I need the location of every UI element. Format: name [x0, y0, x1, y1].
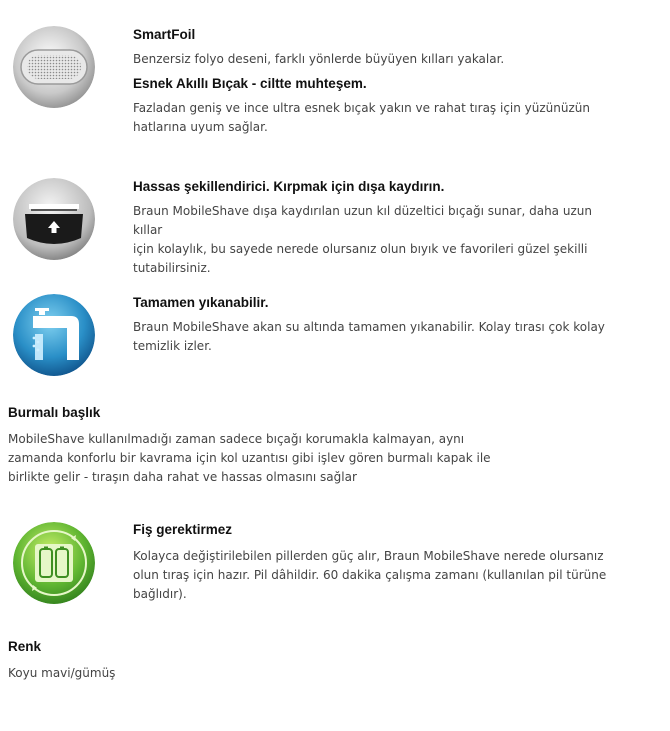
trimmer-icon	[13, 178, 95, 260]
feature-desc-line: Kolayca değiştirilebilen pillerden güç alır, Braun MobileShave nerede olursanız	[133, 549, 604, 563]
section-desc-line: MobileShave kullanılmadığı zaman sadece bıçağı korumakla kalmayan, aynı	[8, 432, 465, 446]
feature-subtitle: Esnek Akıllı Bıçak - ciltte muhteşem.	[133, 76, 367, 91]
twist-cap-section	[8, 404, 528, 487]
feature-desc-line: Braun MobileShave dışa kaydırılan uzun kıl düzeltici bıçağı sunar, daha uzun kıllar	[133, 204, 592, 237]
feature-title: Tamamen yıkanabilir.	[133, 295, 269, 310]
section-title: Burmalı başlık	[8, 405, 101, 420]
battery-icon	[13, 522, 95, 604]
section-desc-line: zamanda konforlu bir kavrama için kol uzantısı gibi işlev gören burmalı kapak ile	[8, 451, 491, 465]
feature-title: Hassas şekillendirici. Kırpmak için dışa kaydırın.	[133, 179, 445, 194]
feature-desc-line: tutabilirsiniz.	[133, 261, 211, 275]
feature-title: Fiş gerektirmez	[133, 522, 233, 537]
feature-desc-line: Braun MobileShave akan su altında tamamen yıkanabilir. Kolay tırası çok kolay	[133, 320, 605, 334]
water-tap-icon	[13, 294, 95, 376]
color-section	[8, 638, 528, 683]
feature-desc-line: bağlıdır).	[133, 587, 187, 601]
feature-desc-line: olun tıraş için hazır. Pil dâhildir. 60 dakika çalışma zamanı (kullanılan pil türüne	[133, 568, 607, 582]
feature-desc-line: temizlik izler.	[133, 339, 212, 353]
color-value: Koyu mavi/gümüş	[8, 666, 116, 680]
section-desc-line: birlikte gelir - tıraşın daha rahat ve hassas olmasını sağlar	[8, 470, 357, 484]
feature-desc: Benzersiz folyo deseni, farklı yönlerde büyüyen kılları yakalar.	[133, 52, 505, 66]
feature-desc-line: hatlarına uyum sağlar.	[133, 120, 268, 134]
feature-title: SmartFoil	[133, 27, 196, 42]
section-title: Renk	[8, 639, 42, 654]
feature-desc-line: Fazladan geniş ve ince ultra esnek bıçak yakın ve rahat tıraş için yüzünüzün	[133, 101, 591, 115]
feature-desc-line: için kolaylık, bu sayede nerede olursanız olun bıyık ve favorileri güzel şekilli	[133, 242, 588, 256]
foil-icon	[13, 26, 95, 108]
